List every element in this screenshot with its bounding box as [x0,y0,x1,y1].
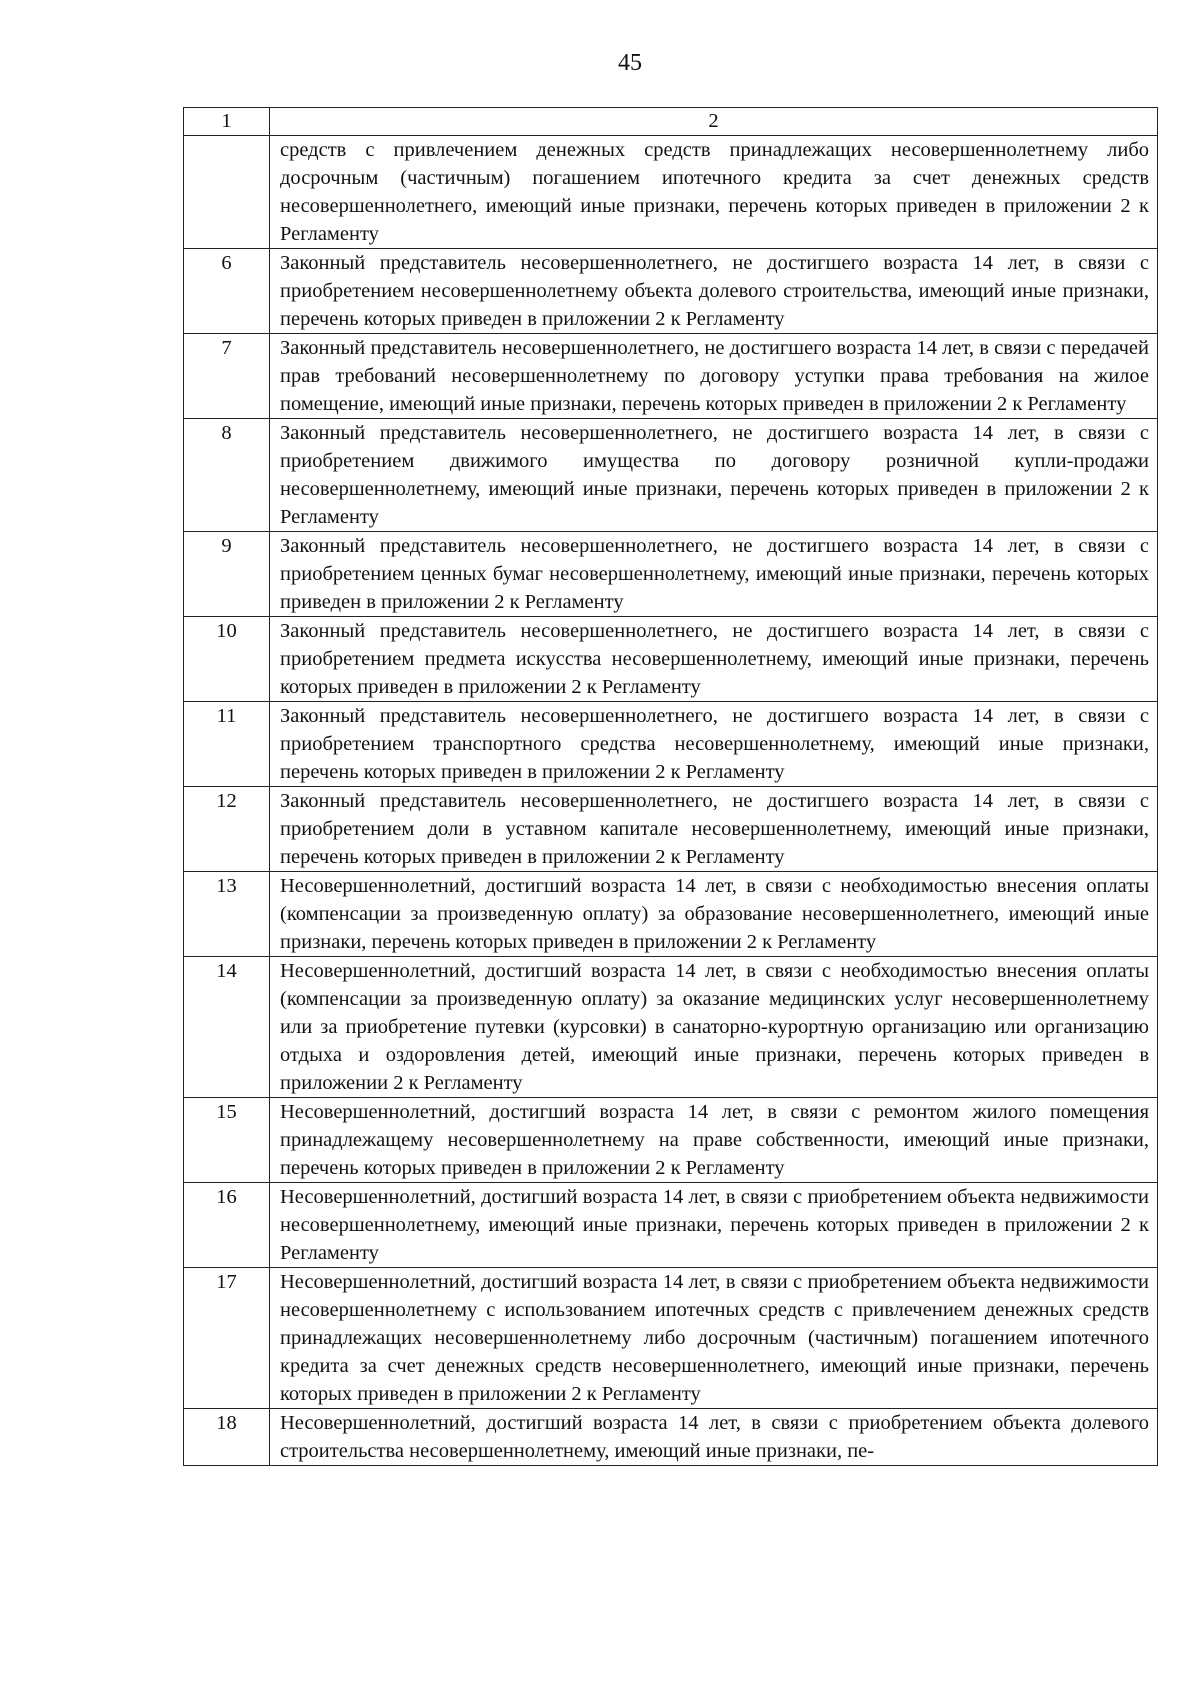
row-number: 7 [184,334,270,419]
row-text: Несовершеннолетний, достигший возраста 14 лет, в связи с приобретением объекта недвижимости несовершеннолетнему, имеющий иные признаки, перечень которых приведен в приложении 2 к Регламенту [270,1183,1158,1268]
row-text: Законный представитель несовершеннолетнего, не достигшего возраста 14 лет, в связи с передачей прав требований несовершеннолетнему по договору уступки права требования на жилое помещение, имеющий иные признаки, перечень которых приведен в приложении 2 к Регламенту [270,334,1158,419]
row-text: Законный представитель несовершеннолетнего, не достигшего возраста 14 лет, в связи с приобретением движимого имущества по договору розничной купли-продажи несовершеннолетнему, имеющий иные признаки, перечень которых приведен в приложении 2 к Регламенту [270,419,1158,532]
row-text: Несовершеннолетний, достигший возраста 14 лет, в связи с приобретением объекта долевого строительства несовершеннолетнему, имеющий иные признаки, пе- [270,1409,1158,1466]
row-text: средств с привлечением денежных средств принадлежащих несовершеннолетнему либо досрочным (частичным) погашением ипотечного кредита за счет денежных средств несовершеннолетнего, имеющий иные признаки, перечень которых приведен в приложении 2 к Регламенту [270,136,1158,249]
row-text: Несовершеннолетний, достигший возраста 14 лет, в связи с необходимостью внесения оплаты (компенсации за произведенную оплату) за образование несовершеннолетнего, имеющий иные признаки, перечень которых приведен в приложении 2 к Регламенту [270,872,1158,957]
table-row [184,1268,1158,1409]
row-number: 10 [184,617,270,702]
table-row [184,787,1158,872]
row-number: 9 [184,532,270,617]
row-text: Несовершеннолетний, достигший возраста 14 лет, в связи с необходимостью внесения оплаты (компенсации за произведенную оплату) за оказание медицинских услуг несовершеннолетнему или за приобретение путевки (курсовки) в санаторно-курортную организацию или организацию отдыха и оздоровления детей, имеющий иные признаки, перечень которых приведен в приложении 2 к Регламенту [270,957,1158,1098]
header-col-2: 2 [270,108,1158,136]
table-row [184,136,1158,249]
page-number: 45 [618,50,642,76]
table-row [184,249,1158,334]
row-number: 12 [184,787,270,872]
table-row [184,334,1158,419]
row-number: 13 [184,872,270,957]
row-number: 14 [184,957,270,1098]
row-number: 16 [184,1183,270,1268]
table-header-row [184,108,1158,136]
row-number: 15 [184,1098,270,1183]
table-row [184,419,1158,532]
header-col-1: 1 [184,108,270,136]
table-row [184,1183,1158,1268]
table-row [184,1098,1158,1183]
row-text: Несовершеннолетний, достигший возраста 14 лет, в связи с приобретением объекта недвижимости несовершеннолетнему с использованием ипотечных средств с привлечением денежных средств принадлежащих несовершеннолетнему либо досрочным (частичным) погашением ипотечного кредита за счет денежных средств несовершеннолетнего, имеющий иные признаки, перечень которых приведен в приложении 2 к Регламенту [270,1268,1158,1409]
table-row [184,702,1158,787]
row-number: 17 [184,1268,270,1409]
table-row [184,872,1158,957]
document-table [183,107,1158,1466]
table-row [184,957,1158,1098]
row-text: Законный представитель несовершеннолетнего, не достигшего возраста 14 лет, в связи с приобретением транспортного средства несовершеннолетнему, имеющий иные признаки, перечень которых приведен в приложении 2 к Регламенту [270,702,1158,787]
row-number: 8 [184,419,270,532]
row-text: Законный представитель несовершеннолетнего, не достигшего возраста 14 лет, в связи с приобретением ценных бумаг несовершеннолетнему, имеющий иные признаки, перечень которых приведен в приложении 2 к Регламенту [270,532,1158,617]
row-text: Несовершеннолетний, достигший возраста 14 лет, в связи с ремонтом жилого помещения принадлежащему несовершеннолетнему на праве собственности, имеющий иные признаки, перечень которых приведен в приложении 2 к Регламенту [270,1098,1158,1183]
row-text: Законный представитель несовершеннолетнего, не достигшего возраста 14 лет, в связи с приобретением несовершеннолетнему объекта долевого строительства, имеющий иные признаки, перечень которых приведен в приложении 2 к Регламенту [270,249,1158,334]
table-row [184,617,1158,702]
row-number: 11 [184,702,270,787]
row-text: Законный представитель несовершеннолетнего, не достигшего возраста 14 лет, в связи с приобретением предмета искусства несовершеннолетнему, имеющий иные признаки, перечень которых приведен в приложении 2 к Регламенту [270,617,1158,702]
row-number [184,136,270,249]
row-text: Законный представитель несовершеннолетнего, не достигшего возраста 14 лет, в связи с приобретением доли в уставном капитале несовершеннолетнему, имеющий иные признаки, перечень которых приведен в приложении 2 к Регламенту [270,787,1158,872]
row-number: 18 [184,1409,270,1466]
table-row [184,1409,1158,1466]
row-number: 6 [184,249,270,334]
table-row [184,532,1158,617]
